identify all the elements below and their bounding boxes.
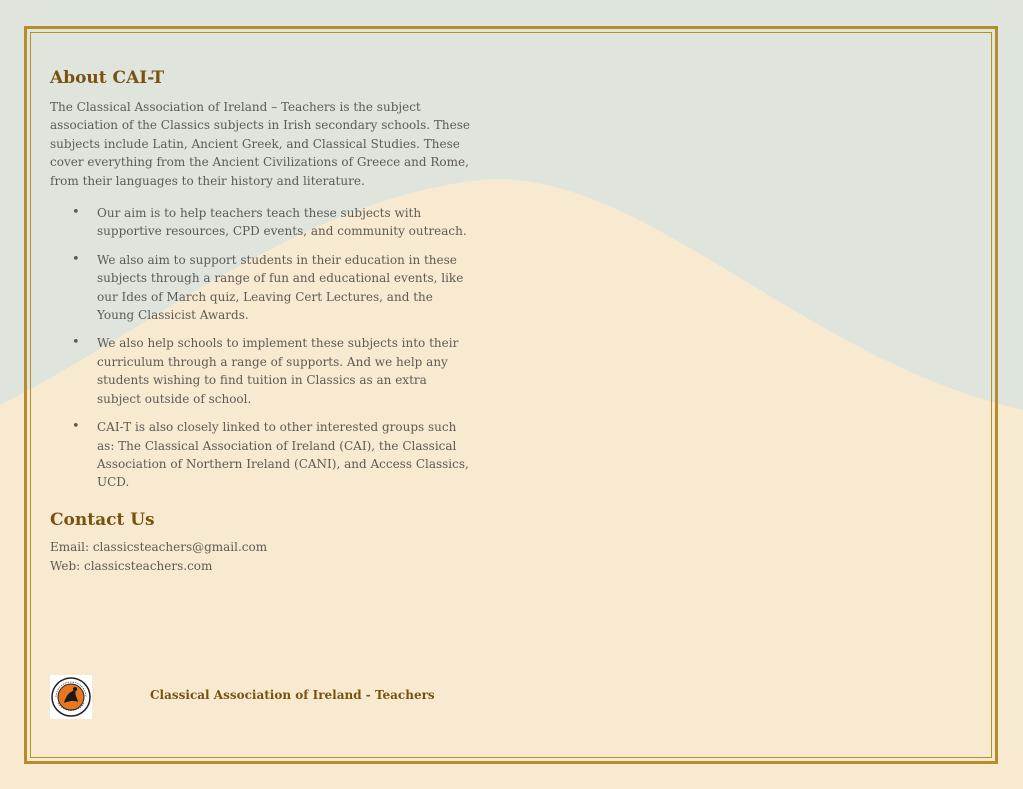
contact-email[interactable]: Email: classicsteachers@gmail.com [50,540,268,554]
list-item: • We also help schools to implement these subjects into their curriculum through a range of supports. And we help any students wishing to find tuition in Classics as an extra subject outside of school. [50,334,470,408]
footer-org-name: Classical Association of Ireland - Teachers [150,688,435,702]
list-item: • We also aim to support students in their education in these subjects through a range of fun and educational events, like our Ides of March quiz, Leaving Cert Lectures, and the Young Classicist Awards. [50,251,470,325]
about-bullet-list [50,204,470,492]
about-section [50,68,470,502]
contact-web[interactable]: Web: classicsteachers.com [50,558,213,573]
footer [50,675,510,719]
about-intro: The Classical Association of Ireland – Teachers is the subject association of the Classics subjects in Irish secondary schools. These subjects include Latin, Ancient Greek, and Classical Studies. These cover everything from the Ancient Civilizations of Greece and Rome, from their languages to their history and literature. [50,100,470,188]
association-seal-icon [50,675,92,719]
list-item: • CAI-T is also closely linked to other interested groups such as: The Classical Association of Ireland (CAI), the Classical Association of Northern Ireland (CANI), and Access Classics, UCD. [50,418,470,492]
list-item: • Our aim is to help teachers teach these subjects with supportive resources, CPD events, and community outreach. [50,204,470,241]
about-heading: About CAI-T [50,68,165,88]
contact-section [50,510,267,575]
contact-heading: Contact Us [50,510,155,530]
